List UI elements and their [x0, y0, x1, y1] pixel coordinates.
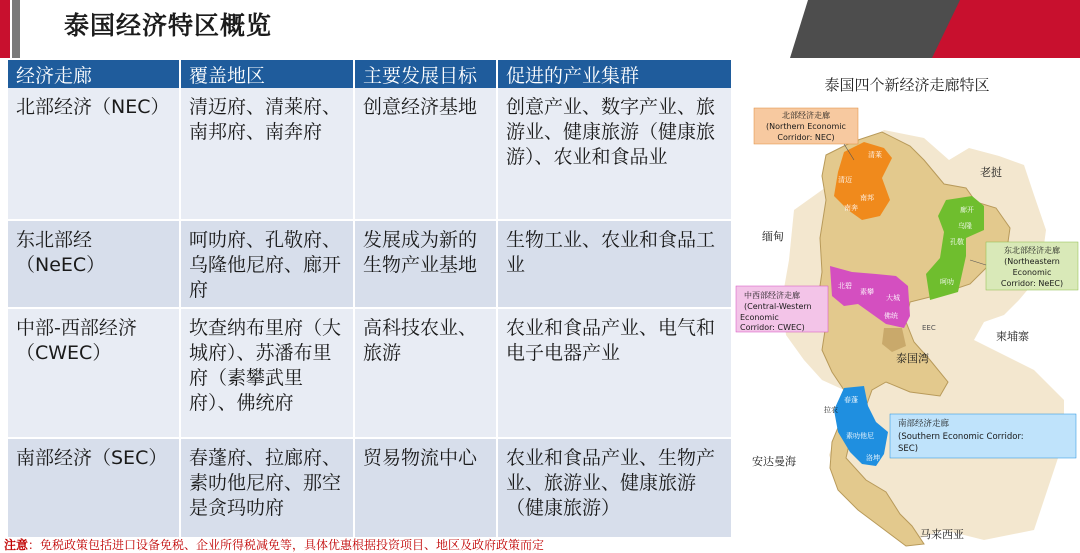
callout-line: 中西部经济走廊: [744, 291, 800, 300]
callout-line: (Central-Western: [744, 302, 812, 311]
map-title: 泰国四个新经济走廊特区: [824, 76, 990, 94]
column-header: 主要发展目标: [354, 60, 497, 88]
table-cell: 农业和食品产业、生物产业、旅游业、健康旅游（健康旅游）: [497, 438, 732, 538]
province-label: 北碧: [838, 282, 852, 290]
table-cell: 坎查纳布里府（大城府）、苏潘布里府（素攀武里府）、佛统府: [180, 308, 354, 438]
table-row: [8, 220, 732, 308]
callout-line: Corridor: CWEC): [740, 323, 805, 332]
province-label: 大城: [886, 294, 900, 302]
callout-line: Economic: [740, 313, 779, 322]
callout-line: Economic: [1012, 268, 1052, 277]
callout-line: 北部经济走廊: [782, 111, 830, 120]
table-cell: 北部经济（NEC）: [8, 88, 180, 220]
province-label: 洛坤: [866, 454, 880, 462]
table-cell: 贸易物流中心: [354, 438, 497, 538]
table-cell: 发展成为新的生物产业基地: [354, 220, 497, 308]
country-label: 柬埔寨: [996, 330, 1029, 343]
callout-line: (Northeastern: [1004, 257, 1060, 266]
province-label: 素叻他尼: [846, 432, 874, 440]
table-row: [8, 88, 732, 220]
column-header: 覆盖地区: [180, 60, 354, 88]
province-label: 清莱: [868, 151, 882, 159]
province-label: 清迈: [838, 176, 852, 184]
thailand-corridor-map: [734, 60, 1080, 553]
province-label: 佛统: [884, 312, 898, 320]
water-label: 泰国湾: [896, 352, 929, 365]
table-header-row: [8, 60, 732, 88]
province-label: 拉农: [824, 406, 838, 414]
table-cell: 中部-西部经济（CWEC）: [8, 308, 180, 438]
economic-zones-table: [8, 60, 733, 539]
country-label: 缅甸: [762, 230, 784, 243]
footnote: [4, 536, 544, 553]
table-cell: 呵叻府、孔敬府、乌隆他尼府、廊开府: [180, 220, 354, 308]
table-row: [8, 438, 732, 538]
footnote-text: ：免税政策包括进口设备免税、企业所得税减免等，具体优惠根据投资项目、地区及政府政策而定: [28, 538, 545, 552]
eec-label: EEC: [922, 324, 936, 332]
country-label: 老挝: [980, 166, 1002, 179]
table-cell: 清迈府、清莱府、南邦府、南奔府: [180, 88, 354, 220]
table-cell: 创意产业、数字产业、旅游业、健康旅游（健康旅游）、农业和食品业: [497, 88, 732, 220]
table-cell: 农业和食品产业、电气和电子电器产业: [497, 308, 732, 438]
table-row: [8, 308, 732, 438]
province-label: 南奔: [844, 204, 858, 212]
water-label: 安达曼海: [752, 455, 796, 468]
left-red-accent: [0, 0, 10, 58]
province-label: 春蓬: [844, 396, 858, 404]
country-label: 马来西亚: [920, 528, 964, 541]
table-cell: 高科技农业、旅游: [354, 308, 497, 438]
province-label: 南邦: [860, 194, 874, 202]
left-gray-accent: [12, 0, 20, 58]
province-label: 廊开: [960, 206, 974, 214]
province-label: 素攀: [860, 288, 874, 296]
province-label: 孔敬: [950, 238, 964, 246]
table-cell: 创意经济基地: [354, 88, 497, 220]
callout-line: (Southern Economic Corridor:: [898, 432, 1024, 442]
callout-line: 南部经济走廊: [898, 419, 950, 429]
callout-line: (Northern Economic: [766, 122, 846, 131]
column-header: 促进的产业集群: [497, 60, 732, 88]
footnote-label: 注意: [4, 538, 29, 552]
callout-line: SEC): [898, 444, 919, 454]
province-label: 乌隆: [958, 222, 972, 230]
table-cell: 生物工业、农业和食品工业: [497, 220, 732, 308]
callout-line: Corridor: NeEC): [1000, 279, 1064, 288]
callout-line: 东北部经济走廊: [1004, 246, 1060, 255]
table-cell: 南部经济（SEC）: [8, 438, 180, 538]
table-cell: 东北部经（NeEC）: [8, 220, 180, 308]
table-cell: 春蓬府、拉廊府、素叻他尼府、那空是贪玛叻府: [180, 438, 354, 538]
province-label: 呵叻: [940, 278, 954, 286]
column-header: 经济走廊: [8, 60, 180, 88]
page-title: 泰国经济特区概览: [64, 11, 273, 40]
callout-line: Corridor: NEC): [777, 133, 835, 142]
